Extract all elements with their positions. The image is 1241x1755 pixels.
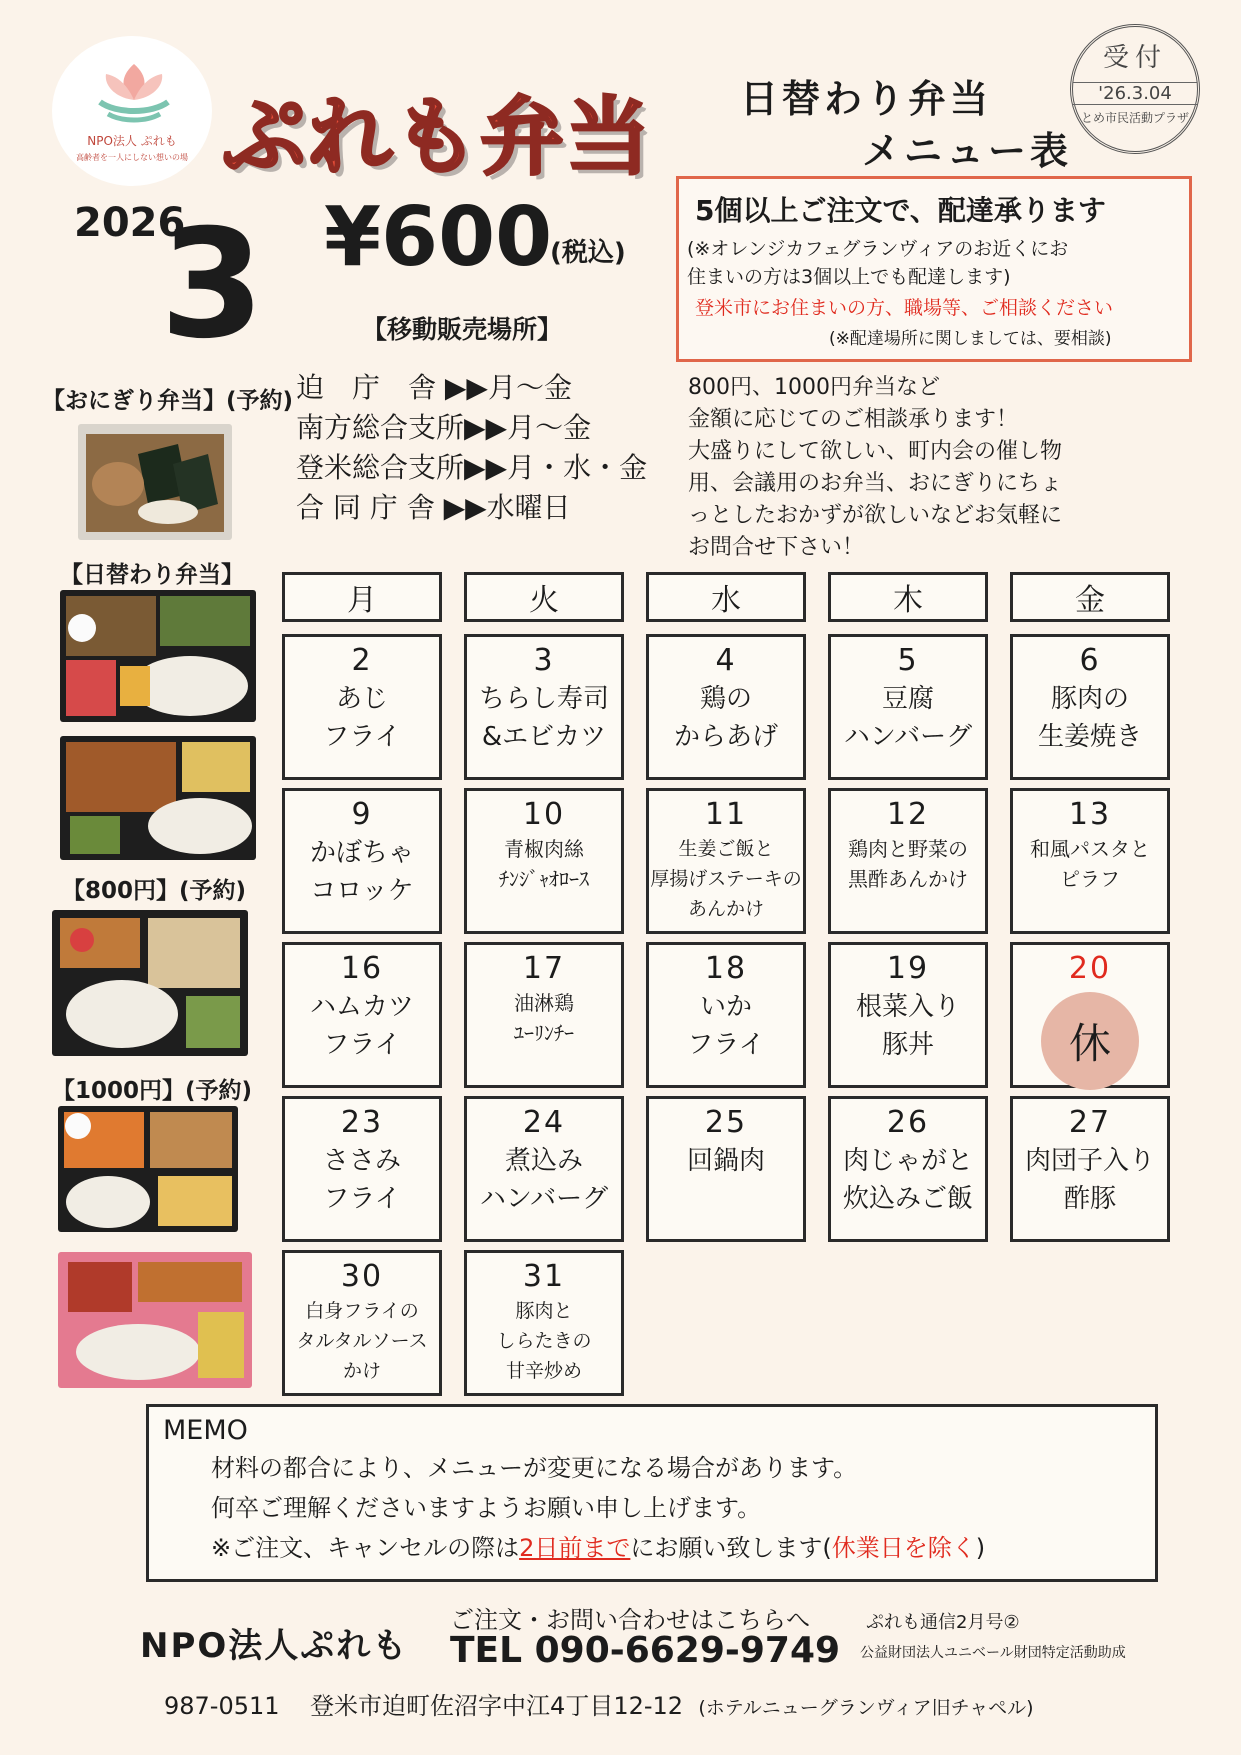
sales-item: 登米総合支所▶▶月・水・金 xyxy=(296,451,648,484)
menu-item: いか フライ xyxy=(687,992,765,1060)
flower-icon xyxy=(90,56,178,126)
sales-heading: 【移動販売場所】 xyxy=(362,315,563,344)
menu-item: ちらし寿司 &エビカツ xyxy=(478,684,609,752)
day-number: 30 xyxy=(340,1259,384,1294)
b1000-bento-photo-2 xyxy=(58,1252,252,1388)
received-stamp xyxy=(1070,24,1200,154)
calendar-day-cell xyxy=(646,1096,806,1242)
notice-heading: 5個以上ご注文で、配達承ります xyxy=(695,194,1106,227)
day-number: 5 xyxy=(897,643,919,678)
weekday-header: 水 xyxy=(646,572,806,622)
menu-item: 豚肉と しらたきの 甘辛炒め xyxy=(496,1300,592,1382)
calendar-day-cell xyxy=(282,1250,442,1396)
day-number: 11 xyxy=(704,797,748,832)
memo-box xyxy=(146,1404,1158,1582)
menu-item: 豚肉の 生姜焼き xyxy=(1037,684,1142,752)
day-number: 27 xyxy=(1068,1105,1112,1140)
day-number: 12 xyxy=(886,797,930,832)
weekday-header: 金 xyxy=(1010,572,1170,622)
memo-line2: 何卒ご理解くださいますようお願い申し上げます。 xyxy=(211,1494,762,1522)
sales-item: 合 同 庁 舎 ▶▶水曜日 xyxy=(296,491,571,524)
b800-bento-photo xyxy=(52,910,248,1056)
memo-except: 休業日を除く xyxy=(831,1534,976,1562)
delivery-notice xyxy=(676,176,1192,362)
onigiri-bento-photo xyxy=(78,424,232,540)
calendar-day-cell xyxy=(828,942,988,1088)
year: 2026 xyxy=(74,200,186,246)
menu-item: 鶏の からあげ xyxy=(673,684,778,752)
memo-line3-end: ) xyxy=(975,1534,986,1562)
menu-item: 肉団子入り 酢豚 xyxy=(1024,1146,1155,1214)
onigiri-label: 【おにぎり弁当】(予約) xyxy=(42,388,294,414)
footer-tel: TEL 090-6629-9749 xyxy=(450,1630,841,1671)
day-number: 23 xyxy=(340,1105,384,1140)
consult-text: 800円、1000円弁当など 金額に応じてのご相談承ります！ 大盛りにして欲しい、町内会の催し物 用、会議用のお弁当、おにぎりにちょ っとしたおかずが欲しいなどお気軽に お問合せ下さい！ xyxy=(688,375,1063,560)
notice-note: (※配達場所に関しましては、要相談) xyxy=(829,329,1112,349)
day-number: 10 xyxy=(522,797,566,832)
stamp-place: とめ市民活動プラザ xyxy=(1080,111,1189,125)
menu-item: かぼちゃ コロッケ xyxy=(309,838,414,906)
notice-line2: 住まいの方は3個以上でも配達します) xyxy=(687,266,1011,288)
day-number: 2 xyxy=(351,643,373,678)
calendar-day-cell xyxy=(282,634,442,780)
day-number: 25 xyxy=(704,1105,748,1140)
memo-line1: 材料の都合により、メニューが変更になる場合があります。 xyxy=(211,1454,858,1482)
calendar-day-cell xyxy=(464,1096,624,1242)
logo-org-name: NPO法人 ぷれも xyxy=(87,134,177,148)
stamp-date: '26.3.04 xyxy=(1073,82,1197,105)
menu-item: 鶏肉と野菜の 黒酢あんかけ xyxy=(848,837,968,891)
footer-org: NPO法人ぷれも xyxy=(140,1626,409,1666)
day-number: 9 xyxy=(351,797,373,832)
calendar-day-cell xyxy=(1010,634,1170,780)
memo-heading: MEMO xyxy=(163,1415,248,1446)
daily-label: 【日替わり弁当】 xyxy=(60,562,244,588)
day-number: 20 xyxy=(1068,951,1112,986)
day-number: 18 xyxy=(704,951,748,986)
memo-line3-mid: にお願い致します( xyxy=(630,1534,832,1562)
calendar-day-cell xyxy=(828,1096,988,1242)
day-number: 17 xyxy=(522,951,566,986)
calendar-day-cell xyxy=(464,1250,624,1396)
menu-item: ハムカツ フライ xyxy=(309,992,414,1060)
menu-item: 煮込み ハンバーグ xyxy=(479,1146,609,1214)
menu-item: あじ フライ xyxy=(323,684,401,752)
calendar-day-cell xyxy=(1010,788,1170,934)
day-number: 16 xyxy=(340,951,384,986)
sales-item: 迫 庁 舎 ▶▶月～金 xyxy=(296,371,572,404)
calendar-day-cell xyxy=(828,788,988,934)
calendar-day-cell xyxy=(828,634,988,780)
price: ¥600 xyxy=(324,190,553,285)
menu-item: 油淋鶏 ﾕｰﾘﾝﾁｰ xyxy=(514,991,574,1045)
calendar-day-cell xyxy=(464,942,624,1088)
notice-red-line: 登米市にお住まいの方、職場等、ご相談ください xyxy=(695,297,1114,319)
menu-item: 青椒肉絲 ﾁﾝｼﾞｬｵﾛｰｽ xyxy=(499,837,589,891)
day-number: 31 xyxy=(522,1259,566,1294)
memo-deadline: 2日前まで xyxy=(519,1534,631,1562)
calendar-day-cell xyxy=(464,788,624,934)
calendar-day-cell xyxy=(646,942,806,1088)
footer-address xyxy=(164,1686,1034,1721)
month: 3 xyxy=(160,198,265,372)
stamp-label: 受付 xyxy=(1102,43,1167,73)
calendar-day-cell xyxy=(282,788,442,934)
footer-grant: 公益財団法人ユニベール財団特定活動助成 xyxy=(860,1645,1126,1661)
notice-line1: (※オレンジカフェグランヴィアのお近くにお xyxy=(687,238,1069,260)
memo-line3-start: ※ご注文、キャンセルの際は xyxy=(211,1534,520,1562)
calendar-day-cell xyxy=(1010,1096,1170,1242)
menu-item: 回鍋肉 xyxy=(686,1146,765,1176)
day-number: 3 xyxy=(533,643,555,678)
menu-item: 肉じゃがと 炊込みご飯 xyxy=(842,1146,973,1214)
day-number: 13 xyxy=(1068,797,1112,832)
menu-item: 生姜ご飯と 厚揚げステーキの あんかけ xyxy=(650,838,802,920)
menu-item: ささみ フライ xyxy=(322,1146,401,1214)
day-number: 6 xyxy=(1079,643,1101,678)
calendar-day-cell xyxy=(1010,942,1170,1088)
b800-label: 【800円】(予約) xyxy=(62,878,247,904)
footer-newsletter: ぷれも通信2月号② xyxy=(866,1612,1020,1633)
day-number: 26 xyxy=(886,1105,930,1140)
weekday-header: 木 xyxy=(828,572,988,622)
footer-order-text: ご注文・お問い合わせはこちらへ xyxy=(450,1606,810,1634)
daily-bento-photo-2 xyxy=(60,736,256,860)
menu-title-line1: 日替わり弁当 xyxy=(740,77,993,121)
menu-title-line2: メニュー表 xyxy=(862,129,1073,173)
npo-logo xyxy=(52,36,212,186)
menu-item: 和風パスタと ピラフ xyxy=(1030,837,1150,891)
sales-item: 南方総合支所▶▶月～金 xyxy=(296,411,592,444)
calendar-day-cell xyxy=(646,788,806,934)
tax-note: (税込) xyxy=(550,238,626,268)
calendar-day-cell xyxy=(282,942,442,1088)
weekday-header: 月 xyxy=(282,572,442,622)
day-number: 19 xyxy=(886,951,930,986)
day-number: 4 xyxy=(715,643,737,678)
calendar-day-cell xyxy=(282,1096,442,1242)
logo-tagline: 高齢者を一人にしない想いの場 xyxy=(76,153,188,162)
brand-title: ぷれも弁当 xyxy=(222,88,653,186)
menu-item: 豆腐 ハンバーグ xyxy=(843,684,973,752)
menu-item: 根菜入り 豚丼 xyxy=(855,992,960,1060)
day-number: 24 xyxy=(522,1105,566,1140)
sales-locations xyxy=(296,368,647,528)
b1000-label: 【1000円】(予約) xyxy=(52,1078,253,1104)
calendar-day-cell xyxy=(464,634,624,780)
daily-bento-photo-1 xyxy=(60,590,256,722)
weekday-header: 火 xyxy=(464,572,624,622)
postal-code: 987-0511 xyxy=(164,1692,280,1720)
b1000-bento-photo-1 xyxy=(58,1106,238,1232)
memo-line3 xyxy=(211,1530,1155,1566)
address: 登米市迫町佐沼字中江4丁目12-12 xyxy=(310,1692,684,1720)
address-note: (ホテルニューグランヴィア旧チャペル) xyxy=(698,1697,1034,1719)
menu-item: 白身フライの タルタルソース かけ xyxy=(296,1300,428,1382)
holiday-badge: 休 xyxy=(1041,992,1139,1090)
calendar-day-cell xyxy=(646,634,806,780)
